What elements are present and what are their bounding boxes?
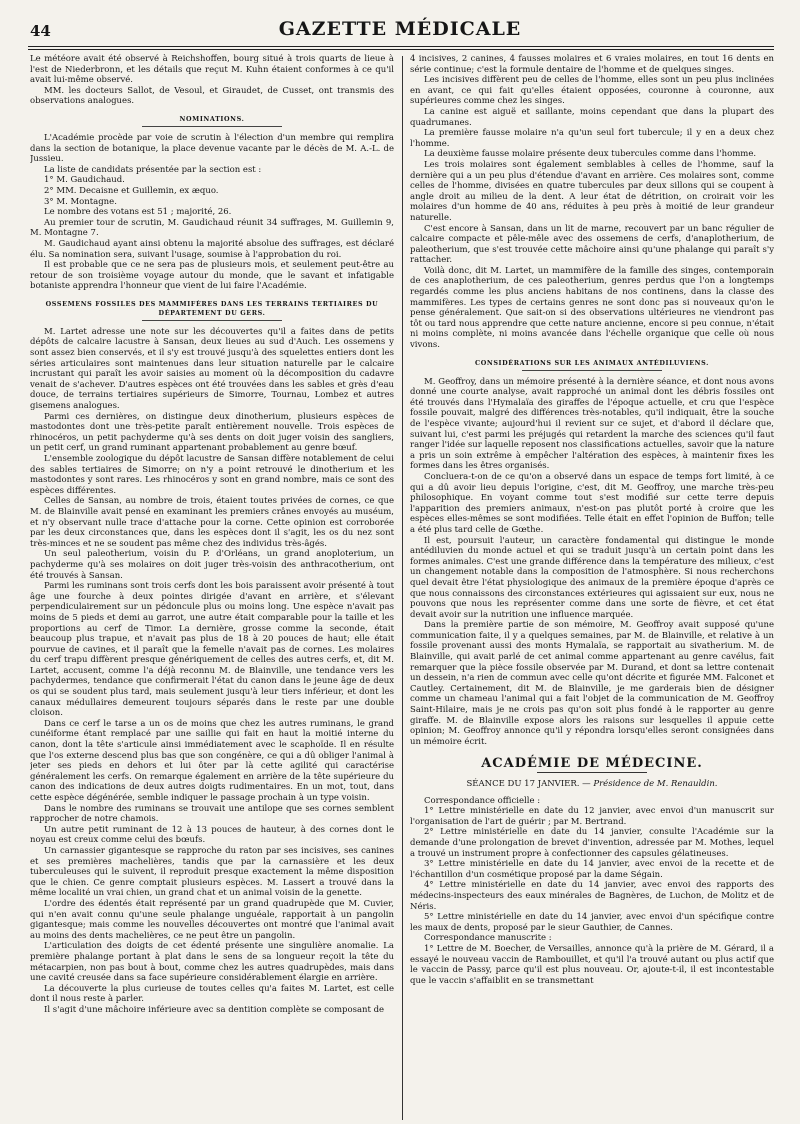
paragraph: 5° Lettre ministérielle en date du 14 janvier, avec envoi d'un spécifique contre les maux de dents, proposé par le sieur Gauthier, de Cannes. — [410, 912, 774, 933]
paragraph: Un carnassier gigantesque se rapproche du raton par ses incisives, ses canines et ses premières machelières, tandis que par la carnassière et les deux tuberculeuses qui le suivent, il reproduit presque exactement la même disposition que le chien. Ce genre comptait plusieurs espèces. M. Lassert a trouvé dans la même localité un vrai chien, un grand chat et un animal voisin de la genette. — [30, 845, 394, 899]
masthead-title: GAZETTE MÉDICALE — [278, 18, 522, 40]
paragraph: L'Académie procède par voie de scrutin à l'élection d'un membre qui remplira dans la section de botanique, la place devenue vacante par le décès de M. A.-L. de Jussieu. — [30, 132, 394, 165]
paragraph: 1° Lettre ministérielle en date du 12 janvier, avec envoi d'un manuscrit sur l'organisation de l'art de guérir ; par M. Bertrand. — [410, 806, 774, 827]
paragraph: C'est encore à Sansan, dans un lit de marne, recouvert par un banc régulier de calcaire compacte et pêle-mêle avec des ossemens de cerfs, d'anaplotherium, de paleotherium, que s'est trouvée cette mâchoire ainsi qu'une phalange qui paraît s'y rattacher. — [410, 223, 774, 266]
paragraph: Parmi les ruminans sont trois cerfs dont les bois paraissent avoir présenté à tout âge une fourche à deux pointes dirigée d'avant en arrière, et s'élevant perpendiculairement sur un pédoncule plus ou moins long. Une espèce n'avait pas moins de 5 pieds et demi au garrot, une autre était comparable pour la taille et les proportions au cerf de Timor. La dernière, grosse comme la seconde, était beaucoup plus trapue, et n'avait pas plus de 18 à 20 pouces de haut; elle était pourvue de cavines, et il paraît que la femelle n'avait pas de cornes. Les molaires du cerf trapu diffèrent presque génériquement de celles des autres cerfs, et, dit M. Lartet, accusent, comme l'a déjà reconnu M. de Blainville, une tendance vers les pachydermes, tendance que confirmerait l'état du canon dans le jeune âge de deux os qui se soudent plus tard, mais seulement jusqu'à leur tiers inférieur, et dont les canaux médullaires demeurent toujours séparés dans le reste par une double cloison. — [30, 581, 394, 719]
paragraph: Il s'agit d'une mâchoire inférieure avec sa dentition complète se composant de — [44, 1004, 385, 1015]
paragraph: 3° Lettre ministérielle en date du 14 janvier, avec envoi de la recette et de l'échantillon d'un cosmétique proposé par la dame Ségain. — [410, 859, 774, 880]
paragraph: Les trois molaires sont également semblables à celles de l'homme, sauf la dernière qui a un peu plus d'étendue d'avant en arrière. Ces molaires sont, comme celles de l'homme, divisées en quatre tubercules par deux sillons qui se coupent à angle droit au milieu de la dent. A leur état de détrition, on croirait voir les molaires d'un homme de 40 ans, réduites à peu près à moitié de leur grandeur naturelle. — [410, 159, 774, 223]
section-heading — [410, 359, 774, 371]
section-heading-text: OSSEMENS FOSSILES DES MAMMIFÈRES DANS LES TERRAINS TERTIAIRES DU DÉPARTEMENT DU GERS. — [45, 299, 379, 317]
section-rule — [142, 320, 282, 321]
section-heading-text: CONSIDÉRATIONS SUR LES ANIMAUX ANTÉDILUVIENS. — [475, 358, 709, 367]
academy-heading-block — [410, 756, 774, 773]
session-president: Présidence de M. Renauldin. — [593, 779, 718, 789]
paragraph: Voilà donc, dit M. Lartet, un mammifère de la famille des singes, contemporain de ces anaplotherium, de ces paleotherium, genres perdus que l'on a longtemps regardés comme les plus anciens habitans de nos continens, dans la classe des mammifères. Les types de certains genres ne sont donc pas si nouveaux qu'on le pense généralement. Que sait-on si des observations ultérieures ne viendront pas tôt ou tard nous apprendre que cette nature ancienne, encore si peu connue, n'était ni moins complète, ni moins avancée dans l'échelle organique que celle où nous vivons. — [410, 265, 774, 351]
paragraph: Le météore avait été observé à Reichshoffen, bourg situé à trois quarts de lieue à l'est de Niederbronn, et les détails que reçut M. Kuhn étaient conformes à ce qu'il avait lui-même observé. — [30, 54, 394, 86]
paragraph: 2° Lettre ministérielle en date du 14 janvier, consulte l'Académie sur la demande d'une prolongation de brevet d'invention, adressée par M. Mothes, lequel a trouvé un instrument propre à confectionner des capsules gélatineuses. — [410, 827, 774, 859]
header-rule — [28, 49, 774, 50]
paragraph: 4° Lettre ministérielle en date du 14 janvier, avec envoi des rapports des médecins-inspecteurs des eaux minérales de Bagnères, de Luchon, de Molitz et de Néris. — [410, 880, 774, 912]
paragraph: L'ensemble zoologique du dépôt lacustre de Sansan diffère notablement de celui des sables tertiaires de Simorre; on n'y a point retrouvé le dinotherium et les mastodontes y sont rares. Les rhinocéros y sont en grand nombre, mais ce sont des espèces différentes. — [30, 454, 394, 496]
left-column — [30, 54, 394, 1120]
paragraph: Il est, poursuit l'auteur, un caractère fondamental qui distingue le monde antédiluvien du monde actuel et qui se traduit jusqu'à un certain point dans les formes animales. C'est une grande différence dans la température des milieux, c'est un changement notable dans la composition de l'atmosphère. Si nous recherchons quel devait être l'état physiologique des animaux de la première époque d'après ce que nous connaissons des circonstances extérieures qui agissaient sur eux, nous ne pouvons que nous les représenter comme dans une sorte de fièvre, et cet état devait avoir sur la nutrition une influence marquée. — [410, 535, 774, 620]
paragraph: 2° MM. Decaisne et Guillemin, ex æquo. — [44, 185, 219, 196]
paragraph: 3° M. Montagne. — [44, 196, 117, 207]
paragraph: Les incisives diffèrent peu de celles de l'homme, elles sont un peu plus inclinées en avant, ce qui fait qu'elles étaient opposées, couronne à couronne, aux supérieures comme chez les singes. — [410, 75, 774, 107]
section-heading-text: NOMINATIONS. — [179, 114, 245, 123]
session-date: SÉANCE DU 17 JANVIER. — — [466, 779, 591, 789]
paragraph: Correspondance officielle : — [424, 795, 541, 806]
paragraph: Au premier tour de scrutin, M. Gaudichaud réunit 34 suffrages, M. Guillemin 9, M. Montagne 7. — [30, 217, 394, 239]
paragraph: Celles de Sansan, au nombre de trois, étaient toutes privées de cornes, ce que M. de Blainville avait pensé en examinant les premiers crânes envoyés au muséum, et n'y observant nulle trace d'attache pour la corne. Cette opinion est corroborée par les deux circonstances que, dans les espèces dont il s'agit, les os du nez sont très-minces et ne se soudent pas même chez des individus très-âgés. — [30, 496, 394, 549]
paragraph: Correspondance manuscrite : — [424, 933, 552, 944]
paragraph: La liste de candidats présentée par la section est : — [44, 164, 262, 175]
paragraph: M. Gaudichaud ayant ainsi obtenu la majorité absolue des suffrages, est déclaré élu. Sa nomination sera, suivant l'usage, soumise à l'approbation du roi. — [30, 238, 394, 260]
section-rule — [522, 370, 662, 371]
paragraph: Dans la première partie de son mémoire, M. Geoffroy avait supposé qu'une communication faite, il y a quelques semaines, par M. de Blainville, et relative à un fossile provenant aussi des monts Hymalaïa, se rapportait au sivatherium. M. de Blainville, qui avait parlé de cet animal comme appartenant au genre cavélus, fait remarquer que la pièce fossile observée par M. Durand, et dont sa lettre contenait un dessein, n'a rien de commun avec celle qu'ont décrite et figurée MM. Falconet et Cautley. Certainement, dit M. de Blainville, je me garderais bien de désigner comme un chameau l'animal qui a fait l'objet de la communication de M. Geoffroy Saint-Hilaire, mais je ne crois pas qu'on soit plus fondé à le rapporter au genre giraffe. M. de Blainville expose alors les raisons sur lesquelles il appuie cette opinion; M. Geoffroy annonce qu'il y répondra lorsqu'elles seront consignées dans un mémoire écrit. — [410, 620, 774, 747]
paragraph: 4 incisives, 2 canines, 4 fausses molaires et 6 vraies molaires, en tout 16 dents en série continue; c'est la formule dentaire de l'homme et de quelques singes. — [410, 54, 774, 75]
paragraph: Il est probable que ce ne sera pas de plusieurs mois, et seulement peut-être au retour de son troisième voyage autour du monde, que le savant et infatigable botaniste apprendra l'honneur que vient de lui faire l'Académie. — [30, 260, 394, 292]
paragraph: Un seul paleotherium, voisin du P. d'Orléans, un grand anoploterium, un pachyderme qu'à ses molaires on doit juger très-voisin des anthracotherium, ont été trouvés à Sansan. — [30, 549, 394, 581]
paragraph: Dans ce cerf le tarse a un os de moins que chez les autres ruminans, le grand cunéiforme étant remplacé par une saillie qui fait en haut la moitié interne du canon, dont la tête s'articule ainsi immédiatement avec le scaphoïde. Il en résulte que l'os externe descend plus bas que son congénère, ce qui a dû obliger l'animal à jeter ses pieds en dehors et lui ôter par là cette agilité qui caractérise généralement les cerfs. On remarque également en arrière de la tête supérieure du canon des indications de deux autres doigts rudimentaires. En un mot, tout, dans cette espèce dégénérée, semble indiquer le passage prochain à un type voisin. — [30, 718, 394, 803]
page-number: 44 — [30, 22, 51, 40]
paragraph: 1° M. Gaudichaud. — [44, 175, 125, 186]
right-column — [410, 54, 774, 1120]
paragraph: Concluera-t-on de ce qu'on a observé dans un espace de temps fort limité, à ce qui a dû avoir lieu depuis l'origine, c'est, dit M. Geoffroy, une marche très-peu philosophique. En voyant comme tout s'est modifié sur cette terre depuis l'apparition des premiers animaux, n'est-on pas plutôt porté à croire que les espèces elles-mêmes se sont modifiées. Telle était en effet l'opinion de Buffon; telle a été plus tard celle de Gœthe. — [410, 471, 774, 535]
paragraph: MM. les docteurs Sallot, de Vesoul, et Giraudet, de Cusset, ont transmis des observations analogues. — [30, 85, 394, 107]
session-line — [410, 779, 774, 790]
header-rule — [28, 46, 774, 47]
paragraph: La découverte la plus curieuse de toutes celles qu'a faites M. Lartet, est celle dont il nous reste à parler. — [30, 983, 394, 1005]
paragraph: 1° Lettre de M. Boecher, de Versailles, annonce qu'à la prière de M. Gérard, il a essayé le nouveau vaccin de Rambouillet, et qu'il l'a trouvé autant ou plus actif que le vaccin de Passy, parce qu'il est plus nouveau. Or, ajoute-t-il, il est incontestable que le vaccin s'affaiblit en se transmettant — [410, 943, 774, 986]
academy-heading-rule — [537, 772, 647, 773]
paragraph: L'ordre des édentés était représenté par un grand quadrupède que M. Cuvier, qui n'en avait connu qu'une seule phalange unguéale, rapportait à un pangolin gigantesque; mais comme les nouvelles découvertes ont montré que l'animal avait au moins des dents machelières, ce ne peut être un pangolin. — [30, 898, 394, 941]
paragraph: M. Lartet adresse une note sur les découvertes qu'il a faites dans de petits dépôts de calcaire lacustre à Sansan, deux lieues au sud d'Auch. Les ossemens y sont assez bien conservés, et il s'y est trouvé jusqu'à des squelettes entiers dont les séries articulaires sont maintenues dans leur situation naturelle par le calcaire incrustant qui paraît les avoir saisies au moment où la décomposition du cadavre venait de s'achever. D'autres espèces ont été trouvées dans les sables et grès d'eau douce, de terrains tertiaires supérieurs de Simorre, Tournau, Lombez et autres gisemens analogues. — [30, 326, 394, 412]
paragraph: Parmi ces dernières, on distingue deux dinotherium, plusieurs espèces de mastodontes dont une très-petite paraît entièrement nouvelle. Trois espèces de rhinocéros, un petit pachyderme qu'à ses dents on doit juger voisin des sangliers, un petit cerf, un grand ruminant appartenant probablement au genre bœuf. — [30, 411, 394, 454]
column-separator — [402, 56, 403, 1120]
section-rule — [142, 126, 282, 127]
paragraph: La deuxième fausse molaire présente deux tubercules comme dans l'homme. — [424, 149, 757, 160]
paragraph: La canine est aiguë et saillante, moins cependant que dans la plupart des quadrumanes. — [410, 106, 774, 128]
paragraph: La première fausse molaire n'a qu'un seul fort tubercule; il y en a deux chez l'homme. — [410, 128, 774, 149]
paragraph: Dans le nombre des ruminans se trouvait une antilope que ses cornes semblent rapprocher de notre chamois. — [30, 803, 394, 825]
paragraph: Le nombre des votans est 51 ; majorité, 26. — [44, 207, 232, 218]
section-heading — [30, 300, 394, 321]
paragraph: Un autre petit ruminant de 12 à 13 pouces de hauteur, à des cornes dont le noyau est creux comme celui des bœufs. — [30, 824, 394, 846]
academy-heading: ACADÉMIE DE MÉDECINE. — [481, 756, 703, 772]
section-heading — [30, 115, 394, 127]
paragraph: L'articulation des doigts de cet édenté présente une singulière anomalie. La première phalange portant à plat dans le sens de sa longueur reçoit la tête du métacarpien, non pas bout à bout, comme chez les autres quadrupèdes, mais dans une cavité creusée dans sa face supérieure considérablement élargie en arrière. — [30, 941, 394, 984]
paragraph: M. Geoffroy, dans un mémoire présenté à la dernière séance, et dont nous avons donné une courte analyse, avait rapproché un animal dont les débris fossiles ont été trouvés dans l'Hymalaïa des giraffes de l'époque actuelle, et cru que l'espèce fossile pouvait, malgré des différences très-notables, qu'il indiquait, être la souche de l'espèce vivante; aujourd'hui il revient sur ce sujet, et d'abord il déclare que, suivant lui, c'est parmi les préjugés qui retardent la marche des sciences qu'il faut ranger l'idée sur laquelle reposent nos classifications actuelles, savoir que la nature a pris un soin extrême à empêcher l'altération des espèces, à maintenir fixes les formes dans les êtres organisés. — [410, 376, 774, 472]
